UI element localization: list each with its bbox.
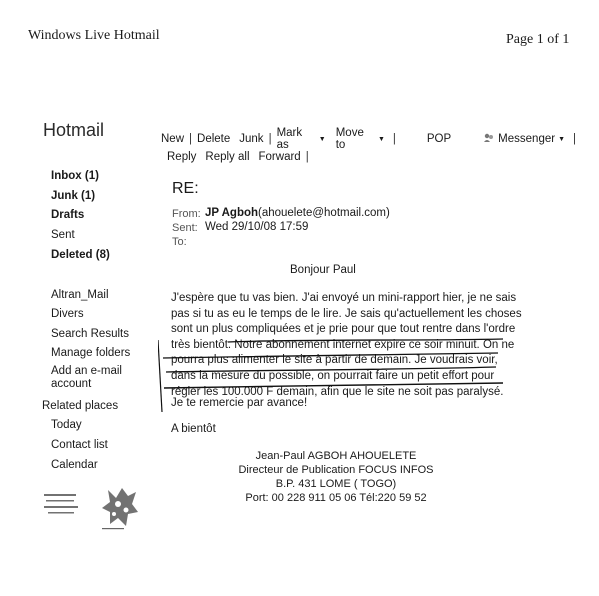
body-line: régler les 100.000 F demain, afin que le site ne soit pas paralysé.	[171, 385, 504, 398]
mark-as-button[interactable]: Mark as	[276, 127, 303, 151]
signature-phone: Port: 00 228 911 05 06 Tél:220 59 52	[245, 492, 427, 504]
sidebar-item-deleted[interactable]: Deleted (8)	[51, 249, 110, 261]
sidebar-item-divers[interactable]: Divers	[51, 308, 84, 320]
message-thanks: Je te remercie par avance!	[171, 397, 308, 409]
forward-button[interactable]: Forward	[258, 151, 301, 163]
related-item-today[interactable]: Today	[51, 419, 82, 431]
sidebar-item-inbox[interactable]: Inbox (1)	[51, 170, 99, 182]
related-item-calendar[interactable]: Calendar	[51, 459, 98, 471]
message-subject: RE:	[172, 180, 199, 197]
handwritten-underline-marks	[158, 336, 518, 416]
body-line: J'espère que tu vas bien. J'ai envoyé un mini-rapport hier, je ne sais	[171, 292, 517, 304]
body-line: pourra plus alimenter le site à partir de demain. Je voudrais voir,	[171, 354, 498, 367]
toolbar-separator: |	[305, 151, 309, 163]
from-email[interactable]: (ahouelete@hotmail.com)	[258, 207, 390, 219]
messenger-icon	[483, 133, 495, 146]
add-email-account-link-line2[interactable]: account	[51, 378, 92, 390]
new-button[interactable]: New	[161, 133, 185, 145]
body-line: sont un plus compliquées et je prie pour que tout rentre dans l'ordre	[171, 323, 516, 336]
message-toolbar	[161, 127, 581, 151]
print-header-page: Page 1 of 1	[506, 32, 570, 47]
sidebar-item-search-results[interactable]: Search Results	[51, 328, 129, 340]
manage-folders-link[interactable]: Manage folders	[51, 347, 131, 359]
to-label: To:	[172, 236, 187, 248]
delete-button[interactable]: Delete	[197, 133, 231, 145]
related-item-contact-list[interactable]: Contact list	[51, 439, 108, 451]
chevron-down-icon[interactable]: ▼	[558, 135, 565, 143]
reply-button[interactable]: Reply	[167, 151, 197, 163]
messenger-button[interactable]: Messenger	[498, 133, 556, 145]
toolbar-separator: |	[268, 133, 272, 145]
print-header-title: Windows Live Hotmail	[28, 28, 160, 43]
message-greeting: Bonjour Paul	[290, 264, 356, 276]
sent-label: Sent:	[172, 222, 198, 234]
from-label: From:	[172, 208, 201, 220]
from-name[interactable]: JP Agboh	[205, 207, 259, 219]
junk-button[interactable]: Junk	[239, 133, 264, 145]
sent-value: Wed 29/10/08 17:59	[205, 221, 309, 233]
toolbar-separator: |	[189, 133, 193, 145]
sidebar-item-drafts[interactable]: Drafts	[51, 209, 85, 221]
stamp-mark-icon	[42, 484, 142, 532]
body-line: très bientôt. Notre abonnement internet expire ce soir minuit. On ne	[171, 338, 515, 351]
signature-title: Directeur de Publication FOCUS INFOS	[238, 464, 434, 476]
toolbar-separator: |	[392, 133, 396, 145]
sidebar-item-sent[interactable]: Sent	[51, 229, 75, 241]
body-line: dans la mesure du possible, on pourrait faire un petit effort pour	[171, 369, 495, 382]
body-line: pas si tu as eu le temps de le lire. Je sais qu'actuellement les choses	[171, 307, 522, 320]
sidebar-item-altran-mail[interactable]: Altran_Mail	[51, 289, 109, 301]
toolbar-separator: |	[573, 133, 576, 145]
add-email-account-link[interactable]: Add an e-mail	[51, 365, 122, 377]
reply-toolbar	[167, 151, 314, 163]
related-places-heading: Related places	[42, 400, 119, 412]
sidebar-item-junk[interactable]: Junk (1)	[51, 190, 96, 202]
reply-all-button[interactable]: Reply all	[205, 151, 250, 163]
signature-address: B.P. 431 LOME ( TOGO)	[275, 478, 397, 490]
hotmail-logo: Hotmail	[43, 120, 105, 140]
move-to-button[interactable]: Move to	[335, 127, 364, 151]
pop-button[interactable]: POP	[426, 133, 452, 145]
message-closing: A bientôt	[171, 423, 216, 435]
signature-name: Jean-Paul AGBOH AHOUELETE	[255, 450, 417, 462]
chevron-down-icon[interactable]: ▼	[318, 135, 326, 143]
chevron-down-icon[interactable]: ▼	[377, 135, 385, 143]
